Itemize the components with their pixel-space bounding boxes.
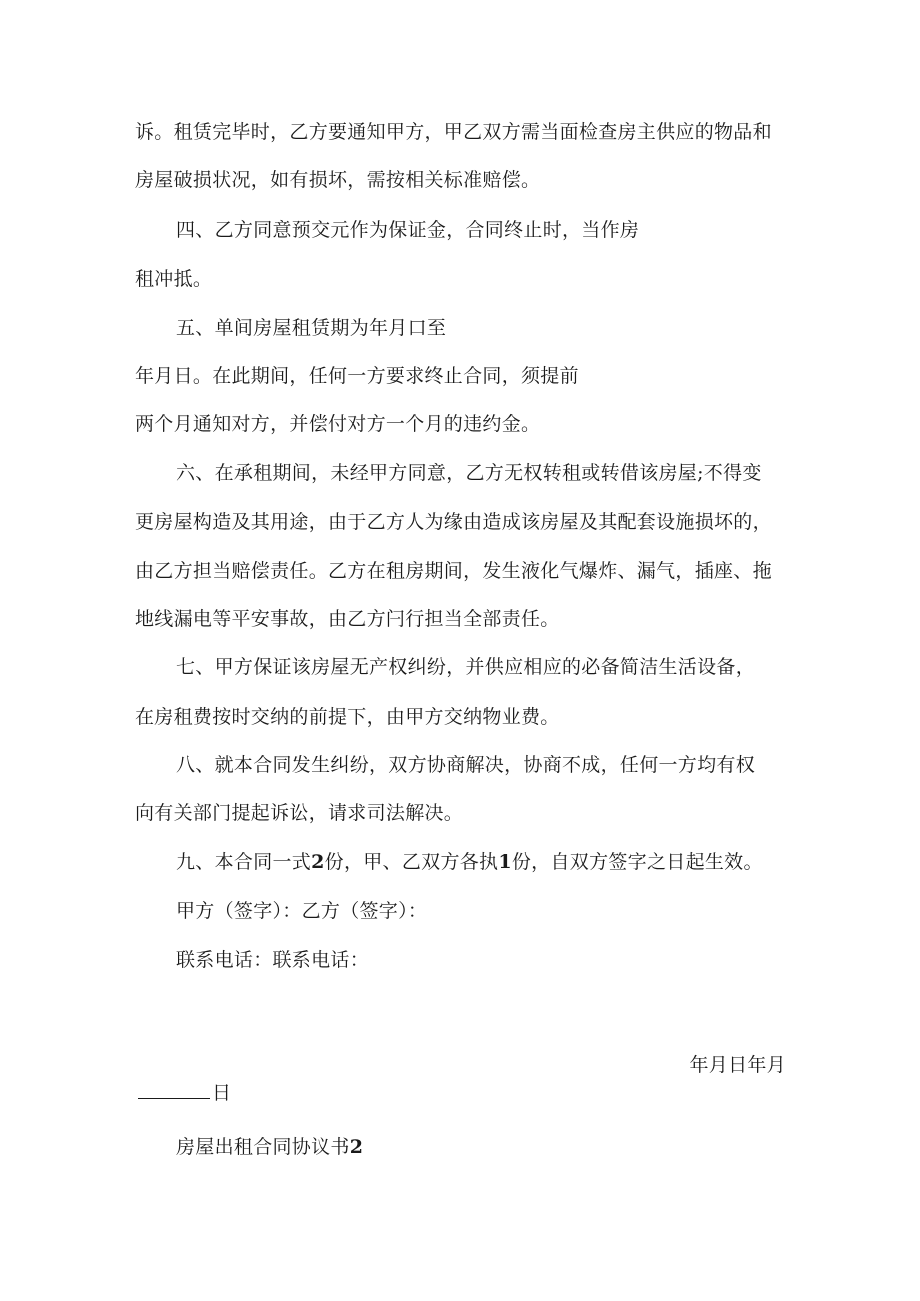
- clause-6-line: 地线漏电等平安事故，由乙方闩行担当全部责任。: [135, 608, 560, 630]
- clause-6-line: 由乙方担当赔偿责任。乙方在租房期间，发生液化气爆炸、漏气，插座、拖: [135, 560, 772, 582]
- clause-9-each: 1: [498, 851, 512, 873]
- clause-8-line: 向有关部门提起诉讼，请求司法解决。: [135, 802, 464, 824]
- next-contract-title-number: 2: [349, 1136, 364, 1158]
- clause-9-text: 九、本合同一式: [176, 851, 312, 873]
- clause-9-text: 份，甲、乙双方各执: [324, 851, 499, 873]
- paragraph-line: 诉。租赁完毕时，乙方要通知甲方，甲乙双方需当面检查房主供应的物品和: [135, 121, 772, 143]
- clause-5-line: 年月日。在此期间，任何一方要求终止合同，须提前: [135, 365, 579, 387]
- clause-8-line: 八、就本合同发生纠纷，双方协商解决，协商不成，任何一方均有权: [176, 754, 756, 776]
- clause-9-line: [176, 850, 836, 874]
- paragraph-line: 房屋破损状况，如有损坏，需按相关标准赔偿。: [135, 169, 541, 191]
- next-contract-title-text: 房屋出租合同协议书: [176, 1136, 350, 1158]
- clause-5-line: 两个月通知对方，并偿付对方一个月的违约金。: [135, 413, 541, 435]
- phone-line: 联系电话：联系电话：: [176, 949, 370, 971]
- clause-7-line: 在房租费按时交纳的前提下，由甲方交纳物业费。: [135, 706, 560, 728]
- clause-6-line: 六、在承租期间，未经甲方同意，乙方无权转租或转借该房屋;不得变: [176, 462, 762, 484]
- clause-4-line: 四、乙方同意预交元作为保证金，合同终止时，当作房: [176, 219, 640, 241]
- date-line: 年月日年月: [689, 1054, 786, 1076]
- signature-line: 甲方（签字）：乙方（签字）：: [176, 900, 428, 922]
- next-contract-title: [176, 1135, 836, 1159]
- clause-9-text: 份，自双方签字之日起生效。: [511, 851, 763, 873]
- clause-4-line: 租冲抵。: [135, 268, 213, 290]
- date-tail-line: [138, 1080, 798, 1105]
- date-tail-text: 日: [212, 1082, 232, 1104]
- clause-5-line: 五、单间房屋租赁期为年月口至: [176, 317, 447, 339]
- clause-7-line: 七、甲方保证该房屋无产权纠纷，并供应相应的必备简洁生活设备，: [176, 656, 756, 678]
- clause-6-line: 更房屋构造及其用途，由于乙方人为缘由造成该房屋及其配套设施损坏的，: [135, 511, 772, 533]
- clause-9-copies: 2: [311, 851, 325, 873]
- date-blank: [138, 1080, 210, 1099]
